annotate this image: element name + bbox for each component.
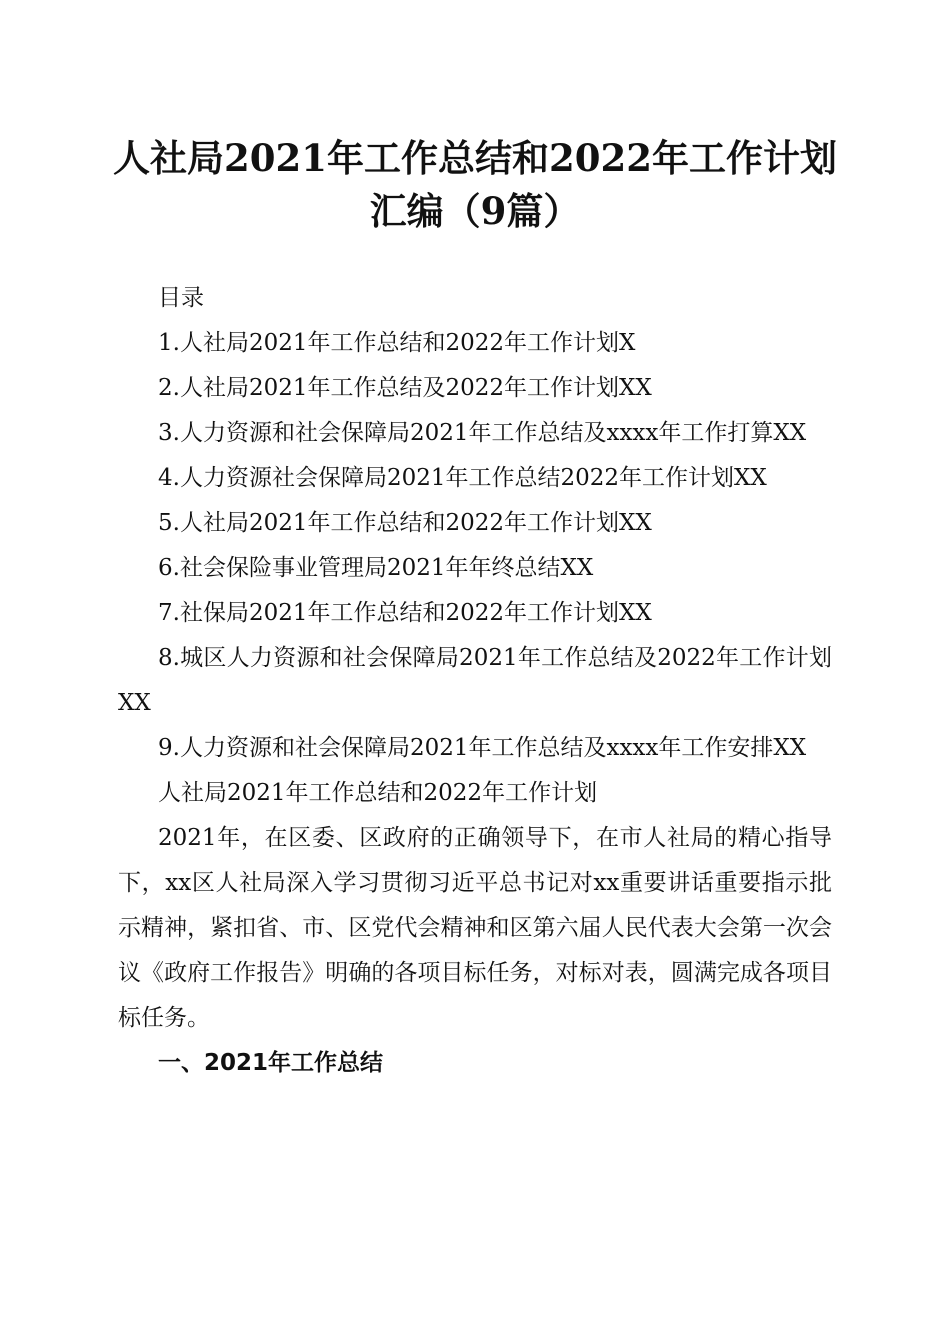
- intro-paragraph: 2021年，在区委、区政府的正确领导下，在市人社局的精心指导下，xx区人社局深入学习贯彻习近平总书记对xx重要讲话重要指示批示精神，紧扣省、市、区党代会精神和区第六届人民代表大会第一次会议《政府工作报告》明确的各项目标任务，对标对表，圆满完成各项目标任务。: [118, 825, 832, 1031]
- article-title: 人社局2021年工作总结和2022年工作计划: [158, 780, 598, 806]
- toc-item[interactable]: 2.人社局2021年工作总结及2022年工作计划XX: [158, 375, 652, 401]
- toc-item[interactable]: 3.人力资源和社会保障局2021年工作总结及xxxx年工作打算XX: [158, 420, 807, 446]
- toc-item[interactable]: 5.人社局2021年工作总结和2022年工作计划XX: [158, 510, 652, 536]
- document-title: 人社局2021年工作总结和2022年工作计划汇编（9篇）: [113, 136, 837, 233]
- toc-item[interactable]: 8.城区人力资源和社会保障局2021年工作总结及2022年工作计划XX: [118, 645, 832, 716]
- toc-item[interactable]: 6.社会保险事业管理局2021年年终总结XX: [158, 555, 594, 581]
- toc-item[interactable]: 4.人力资源社会保障局2021年工作总结2022年工作计划XX: [158, 465, 767, 491]
- section-heading: 一、2021年工作总结: [158, 1050, 384, 1076]
- toc-item[interactable]: 7.社保局2021年工作总结和2022年工作计划XX: [158, 600, 652, 626]
- toc-item[interactable]: 9.人力资源和社会保障局2021年工作总结及xxxx年工作安排XX: [158, 735, 807, 761]
- toc-item[interactable]: 1.人社局2021年工作总结和2022年工作计划X: [158, 330, 636, 356]
- document-body: [118, 276, 832, 1086]
- toc-heading: 目录: [158, 285, 204, 311]
